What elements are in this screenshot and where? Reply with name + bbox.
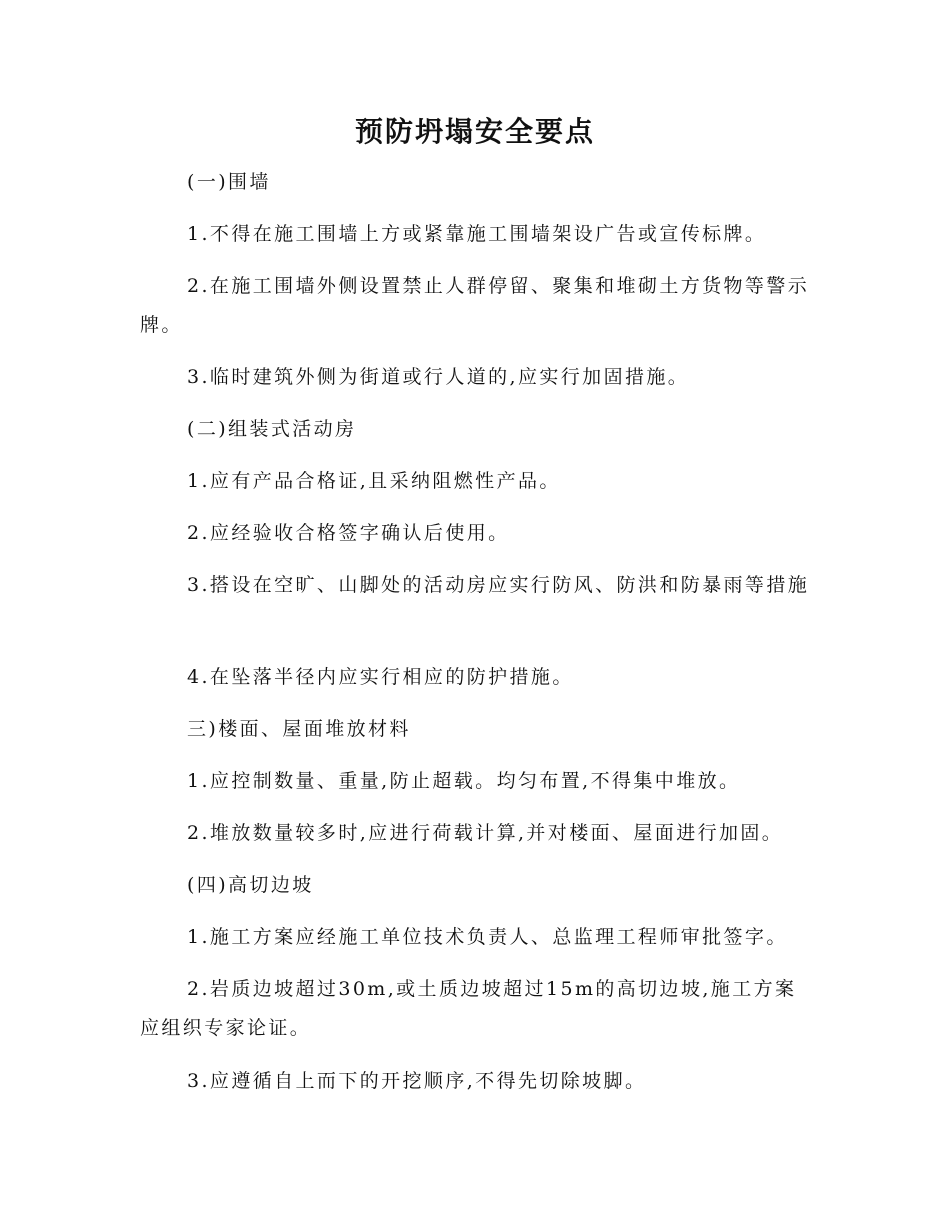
section-heading-wall: (一)围墙 (187, 171, 271, 193)
paragraph-wall-3: 3.临时建筑外侧为街道或行人道的,应实行加固措施。 (187, 366, 690, 388)
paragraph-wall-1: 1.不得在施工围墙上方或紧靠施工围墙架设广告或宣传标牌。 (187, 223, 767, 245)
paragraph-slope-2: 2.岩质边坡超过30m,或土质边坡超过15m的高切边坡,施工方案应组织专家论证。 (140, 978, 797, 1039)
paragraph-floor-1: 1.应控制数量、重量,防止超载。均匀布置,不得集中堆放。 (187, 770, 741, 792)
paragraph-prefab-1: 1.应有产品合格证,且采纳阻燃性产品。 (187, 470, 561, 492)
document-title: 预防坍塌安全要点 (354, 115, 595, 148)
paragraph-floor-2: 2.堆放数量较多时,应进行荷载计算,并对楼面、屋面进行加固。 (187, 822, 784, 844)
section-heading-high-slope: (四)高切边坡 (187, 874, 314, 896)
paragraph-slope-3: 3.应遵循自上而下的开挖顺序,不得先切除坡脚。 (187, 1070, 647, 1092)
paragraph-slope-1: 1.施工方案应经施工单位技术负责人、总监理工程师审批签字。 (187, 926, 788, 948)
section-heading-prefab-house: (二)组装式活动房 (187, 418, 357, 440)
paragraph-prefab-4: 4.在坠落半径内应实行相应的防护措施。 (187, 666, 574, 688)
paragraph-prefab-3: 3.搭设在空旷、山脚处的活动房应实行防风、防洪和防暴雨等措施 (187, 574, 810, 596)
paragraph-prefab-2: 2.应经验收合格签字确认后使用。 (187, 522, 510, 544)
section-heading-floor-storage: 三)楼面、屋面堆放材料 (187, 718, 411, 740)
paragraph-wall-2: 2.在施工围墙外侧设置禁止人群停留、聚集和堆砌土方货物等警示牌。 (140, 275, 810, 336)
